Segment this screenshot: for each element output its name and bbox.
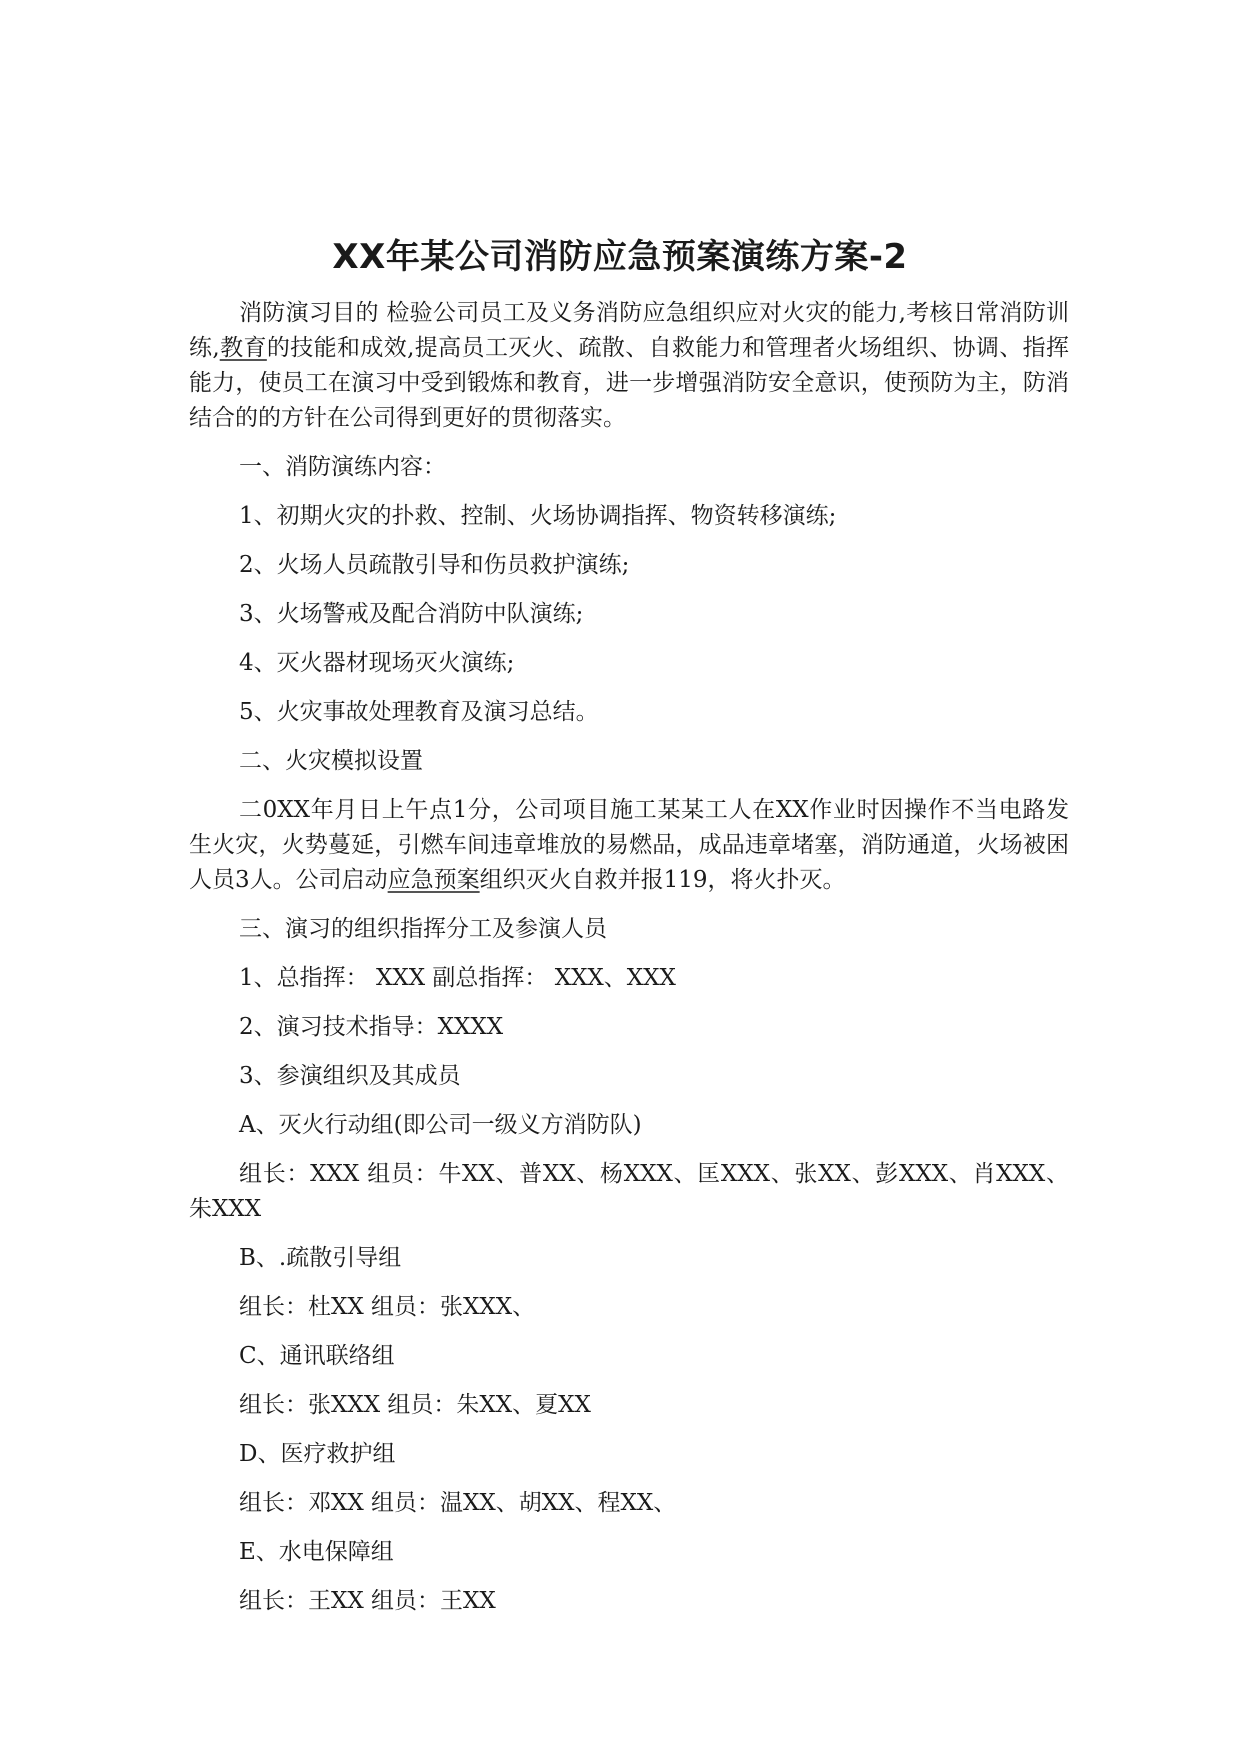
group-e-members: 组长：王XX 组员：王XX: [239, 1588, 496, 1614]
group-d-members: 组长：邓XX 组员：温XX、胡XX、程XX、: [239, 1490, 677, 1516]
group-a-title: A、灭火行动组(即公司一级义方消防队): [239, 1112, 642, 1138]
section1-heading: 一、消防演练内容：: [239, 454, 446, 480]
group-b-members: 组长：杜XX 组员：张XXX、: [239, 1294, 536, 1320]
education-link[interactable]: 教育: [219, 335, 267, 361]
intro-paragraph: [189, 296, 1069, 436]
section1-item: 1、初期火灾的扑救、控制、火场协调指挥、物资转移演练;: [239, 503, 837, 529]
section1-item: 3、火场警戒及配合消防中队演练;: [239, 601, 584, 627]
group-b-title: B、.疏散引导组: [239, 1245, 402, 1271]
section1-item: 5、火灾事故处理教育及演习总结。: [239, 699, 599, 725]
section1-item: 4、灭火器材现场灭火演练;: [239, 650, 515, 676]
emergency-plan-link[interactable]: 应急预案: [387, 867, 480, 893]
section2-heading: 二、火灾模拟设置: [239, 748, 423, 774]
group-e-title: E、水电保障组: [239, 1539, 394, 1565]
document-title: XX年某公司消防应急预案演练方案-2: [332, 236, 908, 277]
section1-item: 2、火场人员疏散引导和伤员救护演练;: [239, 552, 630, 578]
scenario-text-2: 组织灭火自救并报119，将火扑灭。: [479, 867, 846, 893]
section3-heading: 三、演习的组织指挥分工及参演人员: [239, 916, 607, 942]
group-a-members: 组长：XXX 组员：牛XX、普XX、杨XXX、匡XXX、张XX、彭XXX、肖XXX、朱XXX: [189, 1161, 1069, 1222]
participants-line: 3、参演组织及其成员: [239, 1063, 461, 1089]
scenario-text-1: 二0XX年月日上午点1分，公司项目施工某某工人在XX作业时因操作不当电路发生火灾，火势蔓延，引燃车间违章堆放的易燃品，成品违章堵塞，消防通道，火场被困人员3人。公司启动: [189, 797, 1069, 893]
intro-text-1: 消防演习目的 检验公司员工及义务消防应急组织应对火灾的能力,考核日常消防训练,: [189, 300, 1069, 361]
technical-guide-line: 2、演习技术指导：XXXX: [239, 1014, 504, 1040]
group-d-title: D、医疗救护组: [239, 1441, 396, 1467]
commander-line: 1、总指挥： XXX 副总指挥： XXX、XXX: [239, 965, 676, 991]
intro-text-2: 的技能和成效,提高员工灭火、疏散、自救能力和管理者火场组织、协调、指挥能力，使员工在演习中受到锻炼和教育，进一步增强消防安全意识，使预防为主，防消结合的的方针在公司得到更好的贯彻落实。: [189, 335, 1070, 431]
group-c-title: C、通讯联络组: [239, 1343, 395, 1369]
document-body: [189, 296, 1069, 1619]
fire-scenario-paragraph: [189, 793, 1069, 898]
group-c-members: 组长：张XXX 组员：朱XX、夏XX: [239, 1392, 591, 1418]
